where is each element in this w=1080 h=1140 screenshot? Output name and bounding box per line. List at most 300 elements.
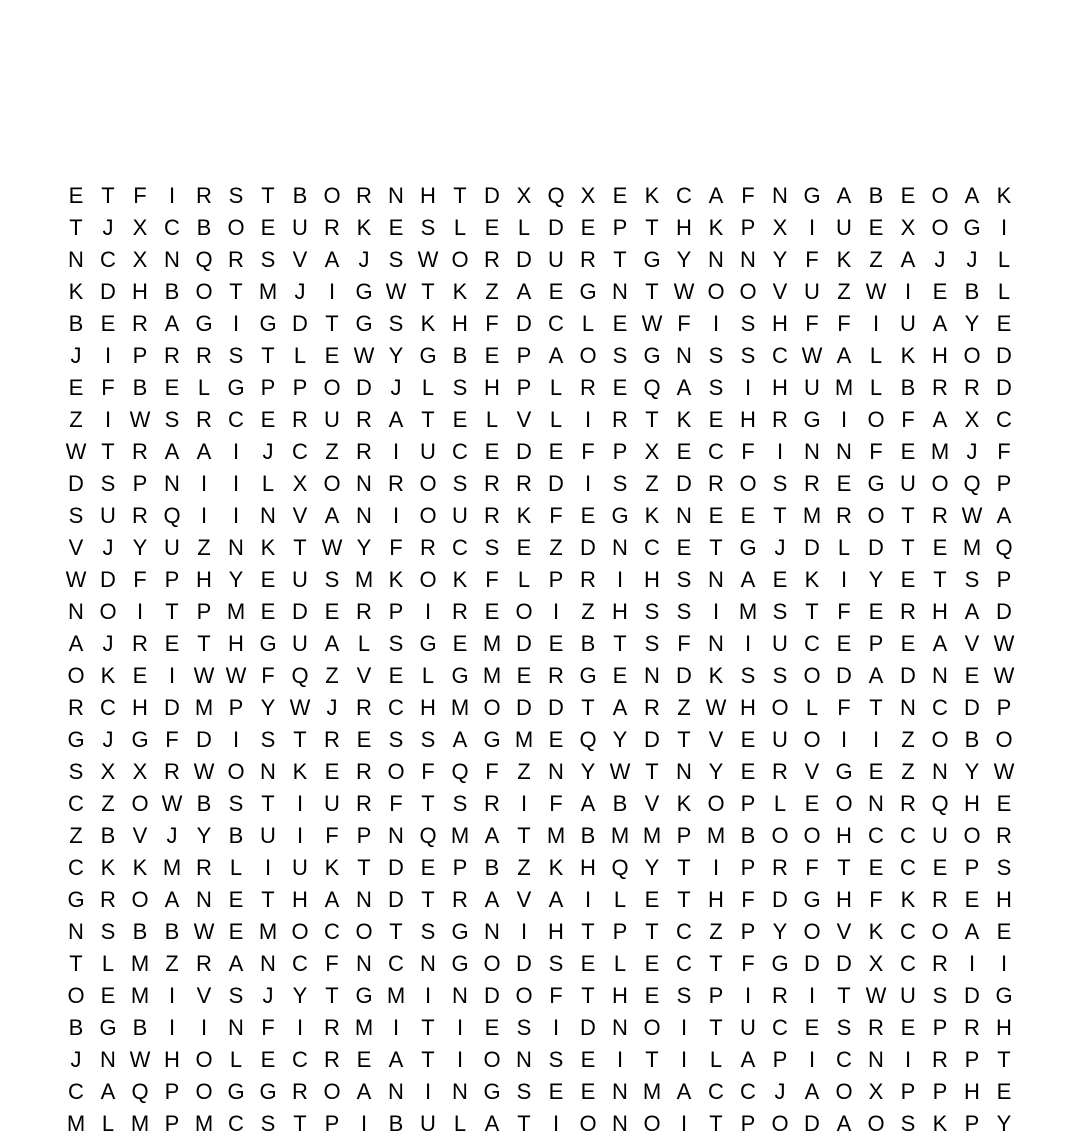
letter-cell[interactable]: K	[452, 567, 468, 592]
letter-cell[interactable]: A	[164, 439, 180, 464]
letter-cell[interactable]: N	[708, 247, 724, 272]
letter-cell[interactable]: R	[324, 215, 340, 240]
letter-cell[interactable]: D	[644, 727, 660, 752]
letter-cell[interactable]: E	[964, 887, 980, 912]
letter-cell[interactable]: M	[386, 983, 406, 1008]
letter-cell[interactable]: P	[772, 1047, 788, 1072]
letter-cell[interactable]: Z	[645, 471, 659, 496]
letter-cell[interactable]: A	[836, 183, 852, 208]
letter-cell[interactable]: I	[296, 823, 304, 848]
letter-cell[interactable]: F	[837, 599, 851, 624]
letter-cell[interactable]: O	[227, 759, 245, 784]
letter-cell[interactable]: J	[966, 247, 978, 272]
letter-cell[interactable]: S	[420, 919, 436, 944]
letter-cell[interactable]: U	[260, 823, 276, 848]
letter-cell[interactable]: M	[130, 1111, 150, 1136]
letter-cell[interactable]: G	[643, 343, 661, 368]
letter-cell[interactable]: I	[232, 311, 240, 336]
letter-cell[interactable]: Z	[517, 855, 531, 880]
letter-cell[interactable]: C	[388, 951, 404, 976]
letter-cell[interactable]: F	[581, 439, 595, 464]
letter-cell[interactable]: W	[993, 663, 1015, 688]
letter-cell[interactable]: I	[1000, 951, 1008, 976]
letter-cell[interactable]: S	[260, 727, 276, 752]
letter-cell[interactable]: M	[802, 503, 822, 528]
letter-cell[interactable]: R	[164, 343, 180, 368]
letter-cell[interactable]: T	[645, 759, 659, 784]
letter-cell[interactable]: U	[740, 1015, 756, 1040]
letter-cell[interactable]: U	[900, 983, 916, 1008]
letter-cell[interactable]: I	[968, 951, 976, 976]
letter-cell[interactable]: D	[964, 983, 980, 1008]
letter-cell[interactable]: K	[900, 887, 916, 912]
letter-cell[interactable]: I	[168, 1015, 176, 1040]
letter-cell[interactable]: U	[772, 727, 788, 752]
letter-cell[interactable]: C	[676, 183, 692, 208]
letter-cell[interactable]: S	[388, 247, 404, 272]
letter-cell[interactable]: H	[484, 375, 500, 400]
letter-cell[interactable]: C	[900, 823, 916, 848]
letter-cell[interactable]: D	[900, 663, 916, 688]
letter-cell[interactable]: O	[323, 375, 341, 400]
letter-cell[interactable]: R	[420, 535, 436, 560]
letter-cell[interactable]: H	[132, 279, 148, 304]
letter-cell[interactable]: P	[708, 983, 724, 1008]
letter-cell[interactable]: T	[901, 503, 915, 528]
letter-cell[interactable]: J	[774, 535, 786, 560]
letter-cell[interactable]: N	[196, 887, 212, 912]
letter-cell[interactable]: M	[706, 823, 726, 848]
letter-cell[interactable]: A	[740, 1047, 756, 1072]
letter-cell[interactable]: N	[644, 663, 660, 688]
letter-cell[interactable]: L	[517, 567, 531, 592]
letter-cell[interactable]: J	[390, 375, 402, 400]
letter-cell[interactable]: L	[421, 663, 435, 688]
letter-cell[interactable]: W	[705, 695, 727, 720]
letter-cell[interactable]: D	[804, 1111, 820, 1136]
letter-cell[interactable]: O	[419, 567, 437, 592]
letter-cell[interactable]: E	[324, 343, 340, 368]
letter-cell[interactable]: S	[452, 471, 468, 496]
letter-cell[interactable]: T	[165, 599, 179, 624]
letter-cell[interactable]: Y	[132, 535, 148, 560]
letter-cell[interactable]: C	[100, 695, 116, 720]
letter-cell[interactable]: D	[516, 311, 532, 336]
letter-cell[interactable]: B	[452, 343, 468, 368]
letter-cell[interactable]: O	[483, 1047, 501, 1072]
letter-cell[interactable]: V	[964, 631, 980, 656]
letter-cell[interactable]: D	[580, 535, 596, 560]
letter-cell[interactable]: T	[613, 247, 627, 272]
letter-cell[interactable]: I	[712, 311, 720, 336]
letter-cell[interactable]: S	[100, 919, 116, 944]
letter-cell[interactable]: W	[673, 279, 695, 304]
letter-cell[interactable]: C	[68, 791, 84, 816]
letter-cell[interactable]: E	[452, 631, 468, 656]
letter-cell[interactable]: E	[324, 759, 340, 784]
letter-cell[interactable]: I	[680, 1111, 688, 1136]
letter-cell[interactable]: T	[421, 791, 435, 816]
letter-cell[interactable]: E	[100, 983, 116, 1008]
letter-cell[interactable]: B	[612, 791, 628, 816]
letter-cell[interactable]: T	[421, 407, 435, 432]
letter-cell[interactable]: K	[100, 663, 116, 688]
letter-cell[interactable]: C	[900, 951, 916, 976]
letter-cell[interactable]: C	[68, 1079, 84, 1104]
letter-cell[interactable]: F	[741, 183, 755, 208]
letter-cell[interactable]: N	[356, 887, 372, 912]
letter-cell[interactable]: G	[803, 183, 821, 208]
letter-cell[interactable]: R	[132, 503, 148, 528]
letter-cell[interactable]: O	[515, 599, 533, 624]
letter-cell[interactable]: W	[193, 919, 215, 944]
letter-cell[interactable]: U	[420, 1111, 436, 1136]
letter-cell[interactable]: A	[324, 247, 340, 272]
letter-cell[interactable]: F	[421, 759, 435, 784]
letter-cell[interactable]: G	[867, 471, 885, 496]
letter-cell[interactable]: X	[868, 1079, 884, 1104]
letter-cell[interactable]: R	[900, 599, 916, 624]
letter-cell[interactable]: N	[708, 567, 724, 592]
letter-cell[interactable]: T	[421, 1047, 435, 1072]
letter-cell[interactable]: G	[803, 887, 821, 912]
letter-cell[interactable]: Z	[165, 951, 179, 976]
letter-cell[interactable]: M	[130, 983, 150, 1008]
letter-cell[interactable]: T	[293, 727, 307, 752]
letter-cell[interactable]: J	[262, 439, 274, 464]
letter-cell[interactable]: C	[708, 1079, 724, 1104]
letter-cell[interactable]: A	[484, 823, 500, 848]
letter-cell[interactable]: E	[900, 1015, 916, 1040]
letter-cell[interactable]: I	[680, 1047, 688, 1072]
letter-cell[interactable]: E	[612, 663, 628, 688]
letter-cell[interactable]: N	[452, 1079, 468, 1104]
letter-cell[interactable]: T	[517, 823, 531, 848]
letter-cell[interactable]: O	[867, 1111, 885, 1136]
letter-cell[interactable]: T	[709, 1111, 723, 1136]
letter-cell[interactable]: Z	[677, 695, 691, 720]
letter-cell[interactable]: M	[546, 823, 566, 848]
letter-cell[interactable]: R	[964, 375, 980, 400]
letter-cell[interactable]: D	[996, 343, 1012, 368]
letter-cell[interactable]: A	[452, 727, 468, 752]
letter-cell[interactable]: Q	[195, 247, 213, 272]
letter-cell[interactable]: X	[868, 951, 884, 976]
letter-cell[interactable]: Y	[964, 311, 980, 336]
letter-cell[interactable]: I	[872, 311, 880, 336]
letter-cell[interactable]: T	[837, 983, 851, 1008]
letter-cell[interactable]: N	[900, 695, 916, 720]
letter-cell[interactable]: N	[356, 503, 372, 528]
letter-cell[interactable]: P	[388, 599, 404, 624]
letter-cell[interactable]: W	[641, 311, 663, 336]
letter-cell[interactable]: Y	[996, 1111, 1012, 1136]
letter-cell[interactable]: O	[771, 695, 789, 720]
letter-cell[interactable]: O	[419, 471, 437, 496]
letter-cell[interactable]: C	[68, 855, 84, 880]
letter-cell[interactable]: G	[195, 311, 213, 336]
letter-cell[interactable]: H	[932, 599, 948, 624]
letter-cell[interactable]: K	[388, 567, 404, 592]
letter-cell[interactable]: E	[100, 311, 116, 336]
letter-cell[interactable]: E	[388, 215, 404, 240]
letter-cell[interactable]: I	[200, 503, 208, 528]
letter-cell[interactable]: G	[579, 279, 597, 304]
letter-cell[interactable]: R	[228, 247, 244, 272]
letter-cell[interactable]: B	[228, 823, 244, 848]
letter-cell[interactable]: S	[388, 631, 404, 656]
letter-cell[interactable]: W	[993, 759, 1015, 784]
letter-cell[interactable]: O	[931, 215, 949, 240]
letter-cell[interactable]: T	[261, 887, 275, 912]
letter-cell[interactable]: R	[932, 1047, 948, 1072]
letter-cell[interactable]: R	[356, 407, 372, 432]
letter-cell[interactable]: W	[65, 567, 87, 592]
letter-cell[interactable]: M	[642, 1079, 662, 1104]
letter-cell[interactable]: D	[484, 183, 500, 208]
letter-cell[interactable]: R	[772, 407, 788, 432]
letter-cell[interactable]: E	[900, 631, 916, 656]
letter-cell[interactable]: R	[388, 471, 404, 496]
letter-cell[interactable]: E	[804, 1015, 820, 1040]
letter-cell[interactable]: C	[292, 951, 308, 976]
letter-cell[interactable]: Y	[964, 759, 980, 784]
letter-cell[interactable]: I	[744, 631, 752, 656]
letter-cell[interactable]: T	[709, 1015, 723, 1040]
letter-cell[interactable]: E	[676, 535, 692, 560]
letter-cell[interactable]: Z	[325, 439, 339, 464]
letter-cell[interactable]: N	[164, 471, 180, 496]
letter-cell[interactable]: Z	[69, 823, 83, 848]
letter-cell[interactable]: S	[452, 791, 468, 816]
letter-cell[interactable]: P	[292, 375, 308, 400]
letter-cell[interactable]: F	[261, 663, 275, 688]
letter-cell[interactable]: H	[964, 1079, 980, 1104]
letter-cell[interactable]: P	[964, 1047, 980, 1072]
letter-cell[interactable]: T	[645, 279, 659, 304]
letter-cell[interactable]: E	[164, 631, 180, 656]
letter-cell[interactable]: A	[484, 1111, 500, 1136]
letter-cell[interactable]: V	[836, 919, 852, 944]
letter-cell[interactable]: N	[260, 951, 276, 976]
letter-cell[interactable]: O	[995, 727, 1013, 752]
letter-cell[interactable]: A	[388, 1047, 404, 1072]
letter-cell[interactable]: T	[645, 919, 659, 944]
letter-cell[interactable]: N	[484, 919, 500, 944]
letter-cell[interactable]: O	[483, 951, 501, 976]
letter-cell[interactable]: L	[869, 375, 883, 400]
letter-cell[interactable]: A	[676, 375, 692, 400]
letter-cell[interactable]: Q	[131, 1079, 149, 1104]
letter-cell[interactable]: E	[580, 503, 596, 528]
letter-cell[interactable]: N	[388, 1079, 404, 1104]
letter-cell[interactable]: M	[354, 1015, 374, 1040]
letter-cell[interactable]: B	[484, 855, 500, 880]
letter-cell[interactable]: Q	[291, 663, 309, 688]
letter-cell[interactable]: T	[613, 631, 627, 656]
letter-cell[interactable]: I	[424, 983, 432, 1008]
letter-cell[interactable]: R	[612, 407, 628, 432]
letter-cell[interactable]: C	[292, 1047, 308, 1072]
letter-cell[interactable]: E	[612, 375, 628, 400]
letter-cell[interactable]: N	[228, 535, 244, 560]
letter-cell[interactable]: B	[100, 823, 116, 848]
letter-cell[interactable]: K	[644, 183, 660, 208]
letter-cell[interactable]: G	[355, 279, 373, 304]
letter-cell[interactable]: T	[293, 1111, 307, 1136]
letter-cell[interactable]: O	[483, 695, 501, 720]
letter-cell[interactable]: C	[772, 343, 788, 368]
letter-cell[interactable]: I	[712, 599, 720, 624]
letter-cell[interactable]: S	[644, 599, 660, 624]
letter-cell[interactable]: V	[292, 247, 308, 272]
letter-cell[interactable]: I	[328, 279, 336, 304]
letter-cell[interactable]: G	[227, 1079, 245, 1104]
letter-cell[interactable]: W	[993, 631, 1015, 656]
letter-cell[interactable]: I	[424, 599, 432, 624]
letter-cell[interactable]: E	[868, 215, 884, 240]
letter-cell[interactable]: U	[292, 215, 308, 240]
letter-cell[interactable]: T	[869, 695, 883, 720]
letter-cell[interactable]: I	[840, 407, 848, 432]
letter-cell[interactable]: A	[932, 311, 948, 336]
letter-cell[interactable]: N	[260, 503, 276, 528]
letter-cell[interactable]: E	[484, 439, 500, 464]
letter-cell[interactable]: Z	[901, 759, 915, 784]
letter-cell[interactable]: S	[516, 1015, 532, 1040]
letter-cell[interactable]: U	[292, 855, 308, 880]
letter-cell[interactable]: S	[676, 983, 692, 1008]
letter-cell[interactable]: R	[292, 407, 308, 432]
letter-cell[interactable]: E	[964, 663, 980, 688]
letter-cell[interactable]: R	[644, 695, 660, 720]
letter-cell[interactable]: E	[644, 983, 660, 1008]
letter-cell[interactable]: N	[708, 631, 724, 656]
letter-cell[interactable]: E	[868, 855, 884, 880]
letter-cell[interactable]: N	[100, 1047, 116, 1072]
letter-cell[interactable]: A	[516, 279, 532, 304]
letter-cell[interactable]: I	[840, 567, 848, 592]
letter-cell[interactable]: X	[100, 759, 116, 784]
letter-cell[interactable]: M	[482, 663, 502, 688]
letter-cell[interactable]: E	[868, 759, 884, 784]
letter-cell[interactable]: A	[964, 183, 980, 208]
letter-cell[interactable]: A	[164, 311, 180, 336]
letter-cell[interactable]: T	[645, 407, 659, 432]
letter-cell[interactable]: V	[292, 503, 308, 528]
letter-cell[interactable]: R	[100, 887, 116, 912]
letter-cell[interactable]: O	[323, 1079, 341, 1104]
letter-cell[interactable]: M	[258, 279, 278, 304]
letter-cell[interactable]: L	[101, 951, 115, 976]
letter-cell[interactable]: W	[385, 279, 407, 304]
letter-cell[interactable]: A	[836, 1111, 852, 1136]
letter-cell[interactable]: K	[996, 183, 1012, 208]
letter-cell[interactable]: T	[901, 535, 915, 560]
letter-cell[interactable]: L	[997, 279, 1011, 304]
letter-cell[interactable]: E	[132, 663, 148, 688]
letter-cell[interactable]: L	[773, 791, 787, 816]
letter-cell[interactable]: V	[708, 727, 724, 752]
letter-cell[interactable]: B	[68, 1015, 84, 1040]
letter-cell[interactable]: I	[296, 791, 304, 816]
letter-cell[interactable]: K	[836, 247, 852, 272]
letter-cell[interactable]: E	[612, 311, 628, 336]
letter-cell[interactable]: E	[260, 567, 276, 592]
letter-cell[interactable]: U	[548, 247, 564, 272]
letter-cell[interactable]: P	[996, 471, 1012, 496]
letter-cell[interactable]: E	[516, 663, 532, 688]
letter-cell[interactable]: X	[292, 471, 308, 496]
letter-cell[interactable]: S	[420, 215, 436, 240]
letter-cell[interactable]: U	[836, 215, 852, 240]
letter-cell[interactable]: T	[837, 855, 851, 880]
letter-cell[interactable]: B	[900, 375, 916, 400]
letter-cell[interactable]: O	[67, 983, 85, 1008]
letter-cell[interactable]: S	[484, 535, 500, 560]
letter-cell[interactable]: T	[933, 567, 947, 592]
letter-cell[interactable]: Z	[197, 535, 211, 560]
letter-cell[interactable]: C	[932, 695, 948, 720]
letter-cell[interactable]: R	[356, 599, 372, 624]
letter-cell[interactable]: J	[262, 983, 274, 1008]
letter-cell[interactable]: W	[321, 535, 343, 560]
letter-cell[interactable]: H	[772, 375, 788, 400]
letter-cell[interactable]: T	[677, 727, 691, 752]
letter-cell[interactable]: O	[771, 823, 789, 848]
letter-cell[interactable]: G	[483, 1079, 501, 1104]
letter-cell[interactable]: G	[963, 215, 981, 240]
letter-cell[interactable]: C	[900, 919, 916, 944]
letter-cell[interactable]: A	[388, 407, 404, 432]
letter-cell[interactable]: R	[932, 887, 948, 912]
letter-cell[interactable]: P	[516, 375, 532, 400]
letter-cell[interactable]: L	[805, 695, 819, 720]
letter-cell[interactable]: S	[420, 727, 436, 752]
letter-cell[interactable]: H	[132, 695, 148, 720]
letter-cell[interactable]: M	[962, 535, 982, 560]
letter-cell[interactable]: E	[996, 311, 1012, 336]
letter-cell[interactable]: K	[676, 407, 692, 432]
letter-cell[interactable]: R	[804, 471, 820, 496]
letter-cell[interactable]: S	[740, 663, 756, 688]
letter-cell[interactable]: X	[516, 183, 532, 208]
letter-cell[interactable]: G	[355, 983, 373, 1008]
letter-cell[interactable]: T	[581, 919, 595, 944]
letter-cell[interactable]: D	[964, 695, 980, 720]
letter-cell[interactable]: P	[740, 855, 756, 880]
letter-cell[interactable]: O	[931, 471, 949, 496]
letter-cell[interactable]: T	[261, 343, 275, 368]
letter-cell[interactable]: F	[485, 567, 499, 592]
letter-cell[interactable]: I	[200, 1015, 208, 1040]
letter-cell[interactable]: V	[68, 535, 84, 560]
letter-cell[interactable]: C	[644, 535, 660, 560]
letter-cell[interactable]: M	[834, 375, 854, 400]
letter-cell[interactable]: T	[69, 951, 83, 976]
letter-cell[interactable]: A	[932, 407, 948, 432]
letter-cell[interactable]: Q	[163, 503, 181, 528]
letter-cell[interactable]: U	[292, 631, 308, 656]
letter-cell[interactable]: I	[232, 471, 240, 496]
letter-cell[interactable]: E	[708, 407, 724, 432]
letter-cell[interactable]: A	[356, 1079, 372, 1104]
letter-cell[interactable]: S	[708, 375, 724, 400]
letter-cell[interactable]: P	[164, 1079, 180, 1104]
letter-cell[interactable]: E	[260, 407, 276, 432]
letter-cell[interactable]: E	[932, 535, 948, 560]
letter-cell[interactable]: R	[356, 695, 372, 720]
